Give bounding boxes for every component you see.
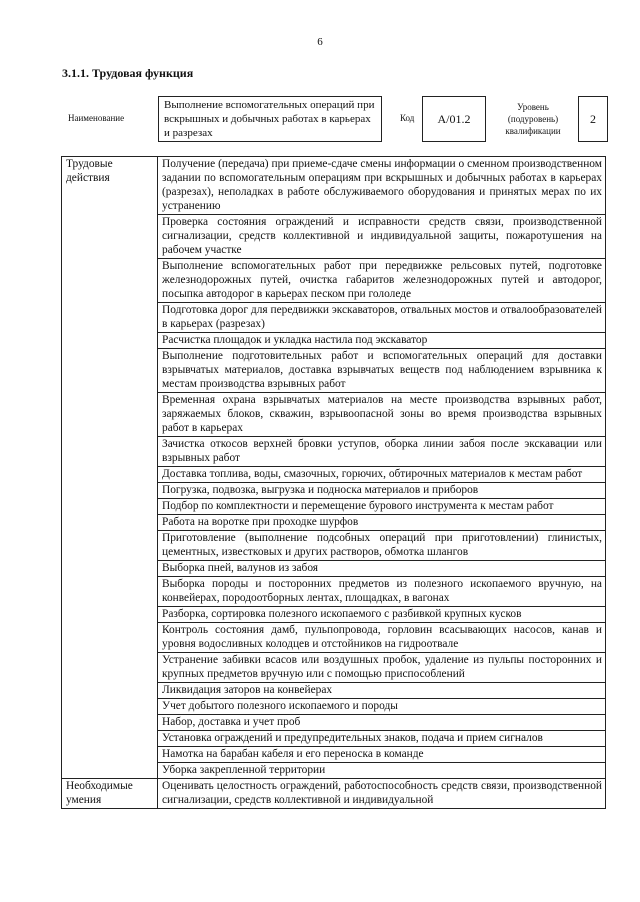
labor-actions-item: Выполнение вспомогательных работ при передвижке рельсовых путей, подготовке железнодорожных путей, очистка габаритов железнодорожных путей и автодорог, посыпка автодорог в карьерах песком при гололеде [158,259,606,303]
labor-actions-item: Набор, доставка и учет проб [158,715,606,731]
qualification-level-box: 2 [578,96,608,142]
section-title: 3.1.1. Трудовая функция [62,66,194,80]
function-name-box: Выполнение вспомогательных операций при вскрышных и добычных работах в карьерах и разрезах [158,96,382,142]
labor-actions-item: Установка ограждений и предупредительных знаков, подача и прием сигналов [158,731,606,747]
labor-actions-item: Ликвидация заторов на конвейерах [158,683,606,699]
labor-function-table [61,156,606,809]
labor-actions-item: Выполнение подготовительных работ и вспомогательных операций для доставки взрывчатых материалов, доставка взрывчатых веществ под наблюдением взрывника к местам производства взрывных работ [158,349,606,393]
labor-actions-item: Зачистка откосов верхней бровки уступов, оборка линии забоя после экскавации или взрывных работ [158,437,606,467]
labor-actions-item: Устранение забивки всасов или воздушных пробок, удаление из пульпы посторонних и крупных предметов вручную или с помощью приспособлений [158,653,606,683]
labor-actions-item: Работа на воротке при проходке шурфов [158,515,606,531]
labor-actions-item: Подбор по комплектности и перемещение бурового инструмента к местам работ [158,499,606,515]
qualification-level-label: Уровень (подуровень) квалификации [505,102,561,136]
labor-actions-item: Намотка на барабан кабеля и его переноска в команде [158,747,606,763]
page-number: 6 [317,36,323,48]
name-label: Наименование [68,113,125,123]
labor-actions-item: Проверка состояния ограждений и исправности средств связи, производственной сигнализации, средств коллективной и индивидуальной защиты, пожаротушения на рабочем участке [158,215,606,259]
labor-actions-item: Расчистка площадок и укладка настила под экскаватор [158,333,606,349]
labor-actions-item: Разборка, сортировка полезного ископаемого с разбивкой крупных кусков [158,607,606,623]
code-label: Код [400,113,415,123]
labor-actions-item: Приготовление (выполнение подсобных операций при приготовлении) глинистых, цементных, известковых и других растворов, обмотка шлангов [158,531,606,561]
table-row [62,779,606,809]
labor-actions-label: Трудовые действия [62,157,158,779]
labor-actions-item: Выборка пней, валунов из забоя [158,561,606,577]
labor-actions-item: Доставка топлива, воды, смазочных, горючих, обтирочных материалов к местам работ [158,467,606,483]
labor-actions-item: Контроль состояния дамб, пульпопровода, горловин всасывающих насосов, канав и уровня водосливных колодцев и отстойников на гидроотвале [158,623,606,653]
required-skills-item: Оценивать целостность ограждений, работоспособность средств связи, производственной сигнализации, средств коллективной и индивидуальной [158,779,606,809]
labor-actions-item: Учет добытого полезного ископаемого и породы [158,699,606,715]
labor-actions-item: Временная охрана взрывчатых материалов на месте производства взрывных работ, заряжаемых блоков, скважин, взрывоопасной зоны во время производства взрывных работ в карьерах [158,393,606,437]
function-code-box: А/01.2 [422,96,486,142]
required-skills-label: Необходимые умения [62,779,158,809]
labor-actions-item: Погрузка, подвозка, выгрузка и подноска материалов и приборов [158,483,606,499]
labor-actions-item: Подготовка дорог для передвижки экскаваторов, отвальных мостов и отвалообразователей в карьерах (разрезах) [158,303,606,333]
labor-actions-item: Уборка закрепленной территории [158,763,606,779]
table-row [62,157,606,215]
labor-actions-item: Выборка породы и посторонних предметов из полезного ископаемого вручную, на конвейерах, породоотборных лентах, площадках, в вагонах [158,577,606,607]
labor-actions-item: Получение (передача) при приеме-сдаче смены информации о сменном производственном задании по вспомогательным операциям при вскрышных и добычных работах в карьерах (разрезах), неполадках в работе обслуживаемого оборудования и принятых мерах по их устранению [158,157,606,215]
